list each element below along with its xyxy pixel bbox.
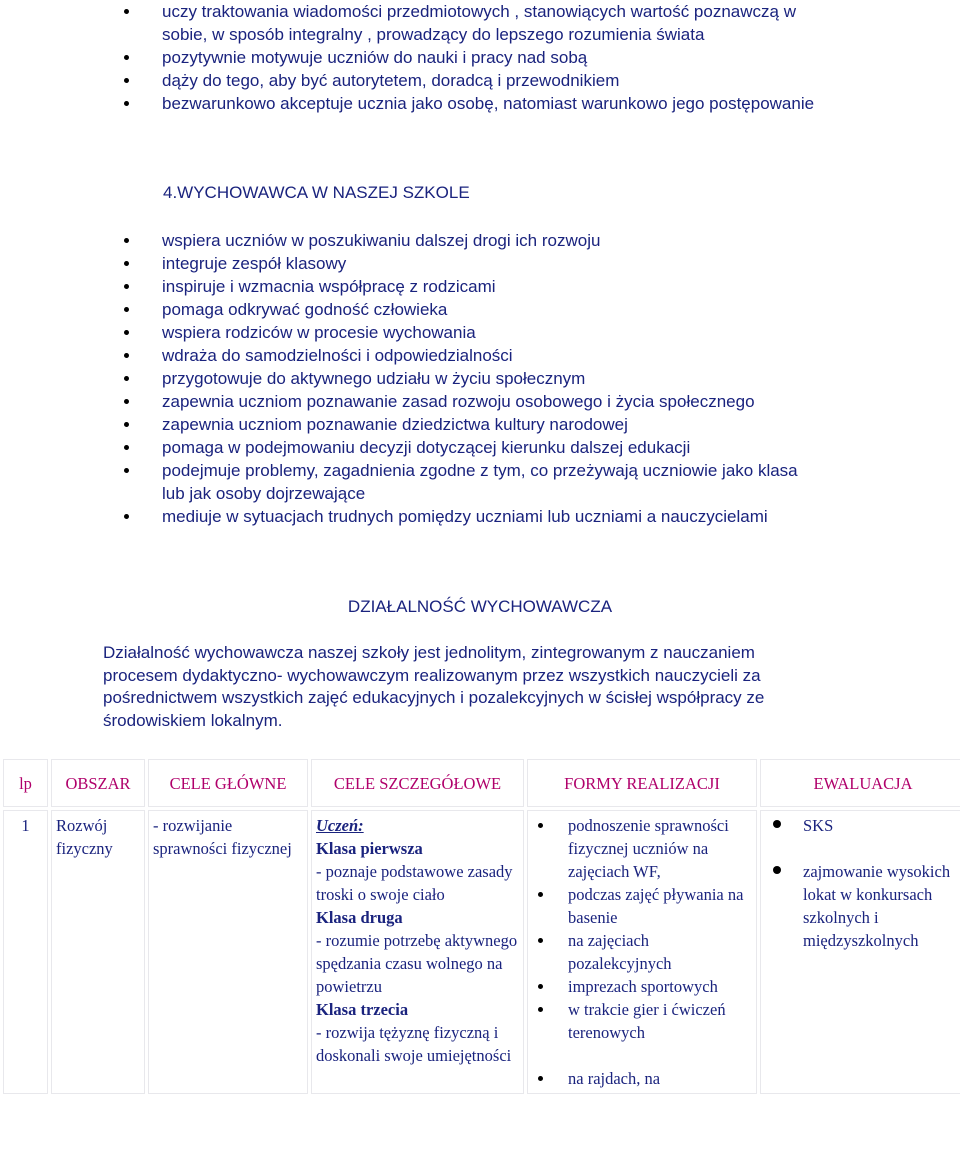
- cell-lp: 1: [3, 810, 48, 1094]
- list-item: mediuje w sytuacjach trudnych pomiędzy uczniami lub uczniami a nauczycielami: [117, 505, 817, 528]
- list-item: podejmuje problemy, zagadnienia zgodne z tym, co przeżywają uczniowie jako klasa lub jak osoby dojrzewające: [117, 459, 817, 505]
- list-item: w trakcie gier i ćwiczeń terenowych: [532, 998, 752, 1044]
- header-formy-realizacji: FORMY REALIZACJI: [527, 759, 757, 807]
- plan-table: [0, 756, 960, 1097]
- list-item: imprezach sportowych: [532, 975, 752, 998]
- cell-ewaluacja: [760, 810, 960, 1094]
- header-cele-szczegolowe: CELE SZCZEGÓŁOWE: [311, 759, 524, 807]
- klasa-trzecia-label: Klasa trzecia: [316, 1000, 409, 1019]
- dzialalnosc-heading: DZIAŁALNOŚĆ WYCHOWAWCZA: [347, 597, 613, 616]
- uczen-label: Uczeń:: [316, 816, 364, 835]
- list-item: zapewnia uczniom poznawanie zasad rozwoju osobowego i życia społecznego: [117, 390, 817, 413]
- header-lp: lp: [3, 759, 48, 807]
- klasa-druga-text: - rozumie potrzebę aktywnego spędzania czasu wolnego na powietrzu: [316, 931, 518, 996]
- klasa-pierwsza-text: - poznaje podstawowe zasady troski o swoje ciało: [316, 862, 513, 904]
- list-item: przygotowuje do aktywnego udziału w życiu społecznym: [117, 367, 817, 390]
- list-item: inspiruje i wzmacnia współpracę z rodzicami: [117, 275, 817, 298]
- klasa-druga-label: Klasa druga: [316, 908, 403, 927]
- list-item: wspiera uczniów w poszukiwaniu dalszej drogi ich rozwoju: [117, 229, 817, 252]
- list-item: bezwarunkowo akceptuje ucznia jako osobę, natomiast warunkowo jego postępowanie: [117, 92, 817, 115]
- list-item: SKS: [765, 814, 960, 837]
- list-item: dąży do tego, aby być autorytetem, doradcą i przewodnikiem: [117, 69, 817, 92]
- top-bullet-list: [117, 0, 817, 115]
- cell-cele-szczegolowe: [311, 810, 524, 1094]
- list-item: zapewnia uczniom poznawanie dziedzictwa kultury narodowej: [117, 413, 817, 436]
- klasa-trzecia-text: - rozwija tężyznę fizyczną i doskonali swoje umiejętności: [316, 1023, 512, 1065]
- list-item: pomaga w podejmowaniu decyzji dotyczącej kierunku dalszej edukacji: [117, 436, 817, 459]
- list-item: podnoszenie sprawności fizycznej uczniów na zajęciach WF,: [532, 814, 752, 883]
- cell-obszar: Rozwój fizyczny: [51, 810, 145, 1094]
- table-row: [3, 810, 960, 1094]
- cell-cele-glowne: - rozwijanie sprawności fizycznej: [148, 810, 308, 1094]
- list-item: wdraża do samodzielności i odpowiedzialności: [117, 344, 817, 367]
- ewaluacja-list: [765, 814, 960, 952]
- list-item: podczas zajęć pływania na basenie: [532, 883, 752, 929]
- list-item: integruje zespół klasowy: [117, 252, 817, 275]
- cell-formy-realizacji: [527, 810, 757, 1094]
- list-item: na zajęciach pozalekcyjnych: [532, 929, 752, 975]
- wychowawca-bullet-list: [117, 229, 817, 528]
- klasa-pierwsza-label: Klasa pierwsza: [316, 839, 423, 858]
- dzialalnosc-paragraph: Działalność wychowawcza naszej szkoły jest jednolitym, zintegrowanym z nauczaniem procesem dydaktyczno- wychowawczym realizowanym przez wszystkich nauczycieli za pośrednictwem wszystkich zajęć edukacyjnych i pozalekcyjnych w ścisłej współpracy ze środowiskiem lokalnym.: [103, 643, 765, 730]
- list-item: pomaga odkrywać godność człowieka: [117, 298, 817, 321]
- header-obszar: OBSZAR: [51, 759, 145, 807]
- header-cele-glowne: CELE GŁÓWNE: [148, 759, 308, 807]
- table-header-row: [3, 759, 960, 807]
- list-item: wspiera rodziców w procesie wychowania: [117, 321, 817, 344]
- list-item: pozytywnie motywuje uczniów do nauki i pracy nad sobą: [117, 46, 817, 69]
- list-item: na rajdach, na: [532, 1067, 752, 1090]
- formy-list: [532, 814, 752, 1090]
- list-item: uczy traktowania wiadomości przedmiotowych , stanowiących wartość poznawczą w sobie, w sposób integralny , prowadzący do lepszego rozumienia świata: [117, 0, 817, 46]
- section-4-heading: 4.WYCHOWAWCA W NASZEJ SZKOLE: [163, 183, 470, 202]
- list-item: zajmowanie wysokich lokat w konkursach szkolnych i międzyszkolnych: [765, 860, 960, 952]
- header-ewaluacja: EWALUACJA: [760, 759, 960, 807]
